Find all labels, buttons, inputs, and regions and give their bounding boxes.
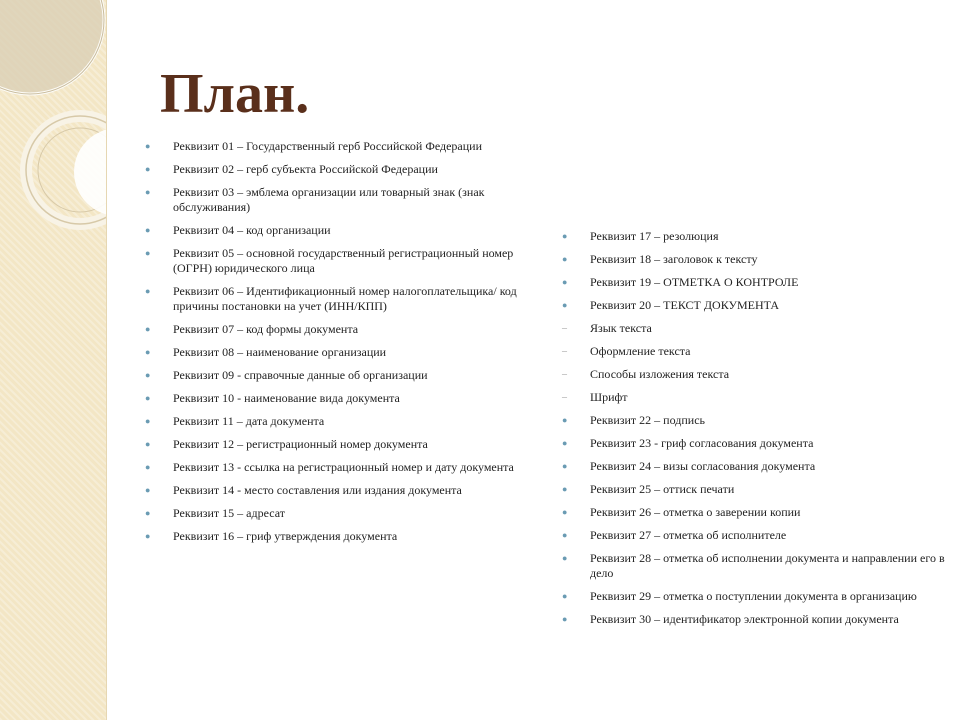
- bullet-dot-icon: ●: [562, 553, 568, 563]
- list-item-text: Оформление текста: [590, 344, 691, 358]
- list-item: [145, 460, 545, 475]
- list-item: [145, 437, 545, 452]
- list-item-text: Реквизит 25 – оттиск печати: [590, 482, 735, 496]
- list-item: [562, 298, 957, 313]
- list-item-text: Реквизит 17 – резолюция: [590, 229, 719, 243]
- list-item: [145, 345, 545, 360]
- list-item-text: Реквизит 08 – наименование организации: [173, 345, 387, 359]
- dash-icon: –: [562, 323, 567, 334]
- bullet-dot-icon: ●: [145, 370, 151, 380]
- bullet-dot-icon: ●: [145, 347, 151, 357]
- list-item-text: Реквизит 27 – отметка об исполнителе: [590, 528, 787, 542]
- list-item-text: Реквизит 07 – код формы документа: [173, 322, 359, 336]
- bullet-dot-icon: ●: [145, 324, 151, 334]
- list-item: [145, 139, 545, 154]
- list-item-text: Способы изложения текста: [590, 367, 730, 381]
- right-requisites-list: [562, 229, 957, 635]
- decorative-rings-icon: [0, 0, 106, 720]
- list-item: [562, 321, 957, 336]
- bullet-dot-icon: ●: [562, 461, 568, 471]
- bullet-dot-icon: ●: [145, 225, 151, 235]
- list-item-text: Реквизит 15 – адресат: [173, 506, 285, 520]
- list-item-text: Реквизит 02 – герб субъекта Российской Федерации: [173, 162, 438, 176]
- list-item-text: Реквизит 05 – основной государственный регистрационный номер (ОГРН) юридического лица: [173, 246, 514, 275]
- list-item-text: Реквизит 19 – ОТМЕТКА О КОНТРОЛЕ: [590, 275, 799, 289]
- bullet-dot-icon: ●: [562, 614, 568, 624]
- bullet-dot-icon: ●: [562, 438, 568, 448]
- dash-icon: –: [562, 346, 567, 357]
- list-item: [145, 185, 545, 215]
- list-item: [145, 162, 545, 177]
- list-item-text: Реквизит 13 - ссылка на регистрационный номер и дату документа: [173, 460, 514, 474]
- bullet-dot-icon: ●: [145, 248, 151, 258]
- list-item-text: Реквизит 03 – эмблема организации или товарный знак (знак обслуживания): [173, 185, 485, 214]
- list-item: [562, 589, 957, 604]
- list-item: [562, 528, 957, 543]
- list-item: [562, 390, 957, 405]
- list-item-text: Реквизит 04 – код организации: [173, 223, 331, 237]
- list-item-text: Реквизит 18 – заголовок к тексту: [590, 252, 758, 266]
- bullet-dot-icon: ●: [562, 254, 568, 264]
- list-item: [562, 505, 957, 520]
- bullet-dot-icon: ●: [562, 277, 568, 287]
- list-item: [145, 246, 545, 276]
- left-requisites-list: [145, 139, 545, 552]
- bullet-dot-icon: ●: [562, 591, 568, 601]
- bullet-dot-icon: ●: [145, 286, 151, 296]
- bullet-dot-icon: ●: [145, 531, 151, 541]
- list-item-text: Реквизит 09 - справочные данные об организации: [173, 368, 428, 382]
- list-item-text: Реквизит 28 – отметка об исполнении документа и направлении его в дело: [590, 551, 945, 580]
- bullet-dot-icon: ●: [562, 415, 568, 425]
- list-item-text: Реквизит 29 – отметка о поступлении документа в организацию: [590, 589, 917, 603]
- list-item: [145, 322, 545, 337]
- list-item: [145, 483, 545, 498]
- list-item-text: Реквизит 11 – дата документа: [173, 414, 325, 428]
- list-item-text: Реквизит 24 – визы согласования документа: [590, 459, 816, 473]
- bullet-dot-icon: ●: [145, 141, 151, 151]
- list-item: [145, 529, 545, 544]
- list-item: [145, 506, 545, 521]
- list-item: [145, 414, 545, 429]
- list-item: [145, 391, 545, 406]
- bullet-dot-icon: ●: [145, 187, 151, 197]
- list-item-text: Реквизит 12 – регистрационный номер документа: [173, 437, 428, 451]
- list-item-text: Реквизит 10 - наименование вида документа: [173, 391, 400, 405]
- bullet-dot-icon: ●: [562, 300, 568, 310]
- bullet-dot-icon: ●: [145, 164, 151, 174]
- slide-title: План.: [160, 63, 310, 125]
- decorative-side-panel: [0, 0, 107, 720]
- list-item: [562, 551, 957, 581]
- list-item: [562, 344, 957, 359]
- list-item: [562, 229, 957, 244]
- dash-icon: –: [562, 392, 567, 403]
- list-item: [562, 482, 957, 497]
- list-item-text: Реквизит 14 - место составления или издания документа: [173, 483, 462, 497]
- list-item-text: Шрифт: [590, 390, 628, 404]
- list-item-text: Реквизит 23 - гриф согласования документа: [590, 436, 814, 450]
- list-item: [562, 367, 957, 382]
- list-item-text: Реквизит 30 – идентификатор электронной копии документа: [590, 612, 899, 626]
- list-item: [562, 436, 957, 451]
- bullet-dot-icon: ●: [145, 462, 151, 472]
- bullet-dot-icon: ●: [562, 530, 568, 540]
- list-item: [145, 368, 545, 383]
- dash-icon: –: [562, 369, 567, 380]
- list-item-text: Реквизит 26 – отметка о заверении копии: [590, 505, 801, 519]
- list-item-text: Реквизит 20 – ТЕКСТ ДОКУМЕНТА: [590, 298, 780, 312]
- bullet-dot-icon: ●: [145, 439, 151, 449]
- list-item: [562, 275, 957, 290]
- list-item: [145, 284, 545, 314]
- list-item-text: Реквизит 06 – Идентификационный номер налогоплательщика/ код причины постановки на учет (ИНН/КПП): [173, 284, 517, 313]
- list-item: [562, 413, 957, 428]
- bullet-dot-icon: ●: [145, 508, 151, 518]
- bullet-dot-icon: ●: [145, 485, 151, 495]
- list-item-text: Язык текста: [590, 321, 652, 335]
- list-item-text: Реквизит 22 – подпись: [590, 413, 705, 427]
- list-item-text: Реквизит 16 – гриф утверждения документа: [173, 529, 398, 543]
- bullet-dot-icon: ●: [562, 231, 568, 241]
- list-item-text: Реквизит 01 – Государственный герб Российской Федерации: [173, 139, 483, 153]
- bullet-dot-icon: ●: [145, 393, 151, 403]
- list-item: [562, 612, 957, 627]
- bullet-dot-icon: ●: [562, 484, 568, 494]
- list-item: [145, 223, 545, 238]
- bullet-dot-icon: ●: [562, 507, 568, 517]
- bullet-dot-icon: ●: [145, 416, 151, 426]
- list-item: [562, 459, 957, 474]
- list-item: [562, 252, 957, 267]
